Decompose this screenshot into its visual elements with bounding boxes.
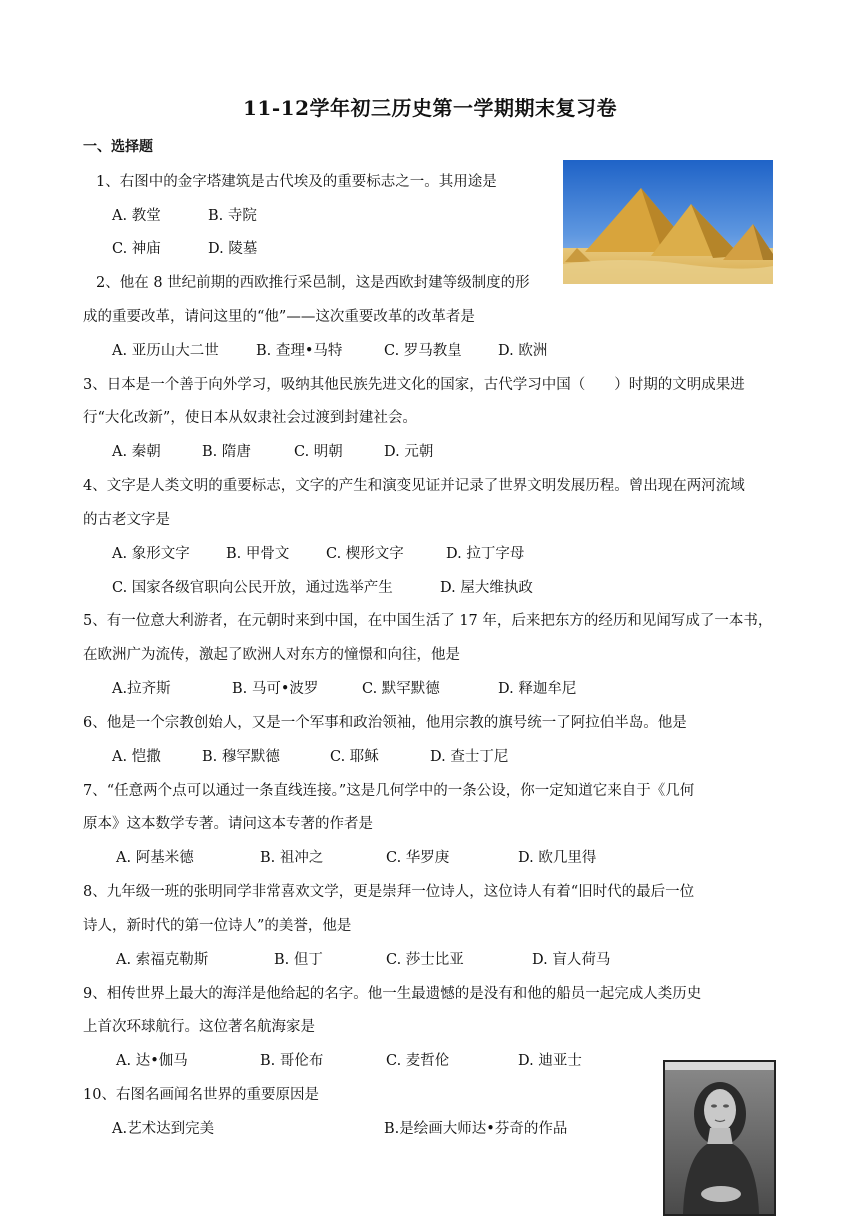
q4-extra-option-c[interactable]: C. 国家各级官职向公民开放，通过选举产生: [112, 580, 393, 596]
q7-option-d[interactable]: D. 欧几里得: [518, 850, 597, 866]
q7-option-c[interactable]: C. 华罗庚: [386, 850, 450, 866]
q4-option-d[interactable]: D. 拉丁字母: [446, 546, 525, 562]
q7-option-a[interactable]: A. 阿基米德: [116, 850, 194, 866]
q2-option-c[interactable]: C. 罗马教皇: [384, 343, 462, 359]
q4-extra-option-d[interactable]: D. 屋大维执政: [440, 580, 533, 596]
question-5-line-2: 在欧洲广为流传，激起了欧洲人对东方的憧憬和向往，他是: [83, 647, 460, 663]
q4-option-c[interactable]: C. 楔形文字: [326, 546, 404, 562]
q9-option-c[interactable]: C. 麦哲伦: [386, 1053, 450, 1069]
q8-option-c[interactable]: C. 莎士比亚: [386, 952, 464, 968]
q4-option-a[interactable]: A. 象形文字: [112, 546, 190, 562]
q8-option-b[interactable]: B. 但丁: [274, 952, 323, 968]
q10-option-b[interactable]: B.是绘画大师达•芬奇的作品: [384, 1121, 568, 1137]
question-7-line-2: 原本》这本数学专著。请问这本专著的作者是: [83, 816, 373, 832]
question-1-stem: 1、右图中的金字塔建筑是古代埃及的重要标志之一。其用途是: [96, 174, 497, 190]
q1-option-b[interactable]: B. 寺院: [208, 208, 257, 224]
question-3-line-2: 行“大化改新”，使日本从奴隶社会过渡到封建社会。: [83, 410, 417, 426]
section-heading: 一、选择题: [83, 139, 153, 155]
q3-option-d[interactable]: D. 元朝: [384, 444, 434, 460]
q6-option-c[interactable]: C. 耶稣: [330, 749, 379, 765]
q1-option-c[interactable]: C. 神庙: [112, 241, 161, 257]
question-2-line-2: 成的重要改革，请问这里的“他”——这次重要改革的改革者是: [83, 309, 475, 325]
page-title: 11-12学年初三历史第一学期期末复习卷: [243, 96, 617, 120]
pyramid-image: [563, 160, 773, 284]
q9-option-d[interactable]: D. 迪亚士: [518, 1053, 582, 1069]
question-10-line-1: 10、右图名画闻名世界的重要原因是: [83, 1087, 319, 1103]
q8-option-a[interactable]: A. 索福克勒斯: [116, 952, 209, 968]
question-9-line-2: 上首次环球航行。这位著名航海家是: [83, 1019, 315, 1035]
q7-option-b[interactable]: B. 祖冲之: [260, 850, 324, 866]
q10-option-a[interactable]: A.艺术达到完美: [112, 1121, 215, 1137]
question-7-line-1: 7、“任意两个点可以通过一条直线连接。”这是几何学中的一条公设，你一定知道它来自于《几何: [83, 783, 695, 799]
question-4-line-2: 的古老文字是: [83, 512, 170, 528]
q1-option-d[interactable]: D. 陵墓: [208, 241, 258, 257]
q5-option-a[interactable]: A.拉齐斯: [112, 681, 171, 697]
q2-option-a[interactable]: A. 亚历山大二世: [112, 343, 219, 359]
q5-option-c[interactable]: C. 默罕默德: [362, 681, 440, 697]
question-3-line-1: 3、日本是一个善于向外学习，吸纳其他民族先进文化的国家，古代学习中国（ ）时期的文明成果进: [83, 377, 745, 393]
q4-option-b[interactable]: B. 甲骨文: [226, 546, 290, 562]
mona-lisa-image: [663, 1060, 776, 1216]
q3-option-c[interactable]: C. 明朝: [294, 444, 343, 460]
q3-option-b[interactable]: B. 隋唐: [202, 444, 251, 460]
q1-option-a[interactable]: A. 教堂: [112, 208, 161, 224]
q9-option-a[interactable]: A. 达•伽马: [116, 1053, 188, 1069]
question-8-line-1: 8、九年级一班的张明同学非常喜欢文学，更是崇拜一位诗人，这位诗人有着“旧时代的最后一位: [83, 884, 695, 900]
q9-option-b[interactable]: B. 哥伦布: [260, 1053, 324, 1069]
q5-option-b[interactable]: B. 马可•波罗: [232, 681, 319, 697]
question-9-line-1: 9、相传世界上最大的海洋是他给起的名字。他一生最遗憾的是没有和他的船员一起完成人类历史: [83, 986, 702, 1002]
q2-option-d[interactable]: D. 欧洲: [498, 343, 548, 359]
q6-option-a[interactable]: A. 恺撒: [112, 749, 161, 765]
question-2-line-1: 2、他在 8 世纪前期的西欧推行采邑制，这是西欧封建等级制度的形: [96, 275, 530, 291]
q6-option-d[interactable]: D. 查士丁尼: [430, 749, 509, 765]
question-6-line-1: 6、他是一个宗教创始人，又是一个军事和政治领袖，他用宗教的旗号统一了阿拉伯半岛。他是: [83, 715, 687, 731]
question-5-line-1: 5、有一位意大利游者，在元朝时来到中国，在中国生活了 17 年，后来把东方的经历和见闻写成了一本书，: [83, 613, 773, 629]
question-8-line-2: 诗人，新时代的第一位诗人”的美誉，他是: [83, 918, 352, 934]
q6-option-b[interactable]: B. 穆罕默德: [202, 749, 280, 765]
q3-option-a[interactable]: A. 秦朝: [112, 444, 161, 460]
question-4-line-1: 4、文字是人类文明的重要标志，文字的产生和演变见证并记录了世界文明发展历程。曾出现在两河流域: [83, 478, 745, 494]
q8-option-d[interactable]: D. 盲人荷马: [532, 952, 611, 968]
q5-option-d[interactable]: D. 释迦牟尼: [498, 681, 577, 697]
q2-option-b[interactable]: B. 查理•马特: [256, 343, 343, 359]
